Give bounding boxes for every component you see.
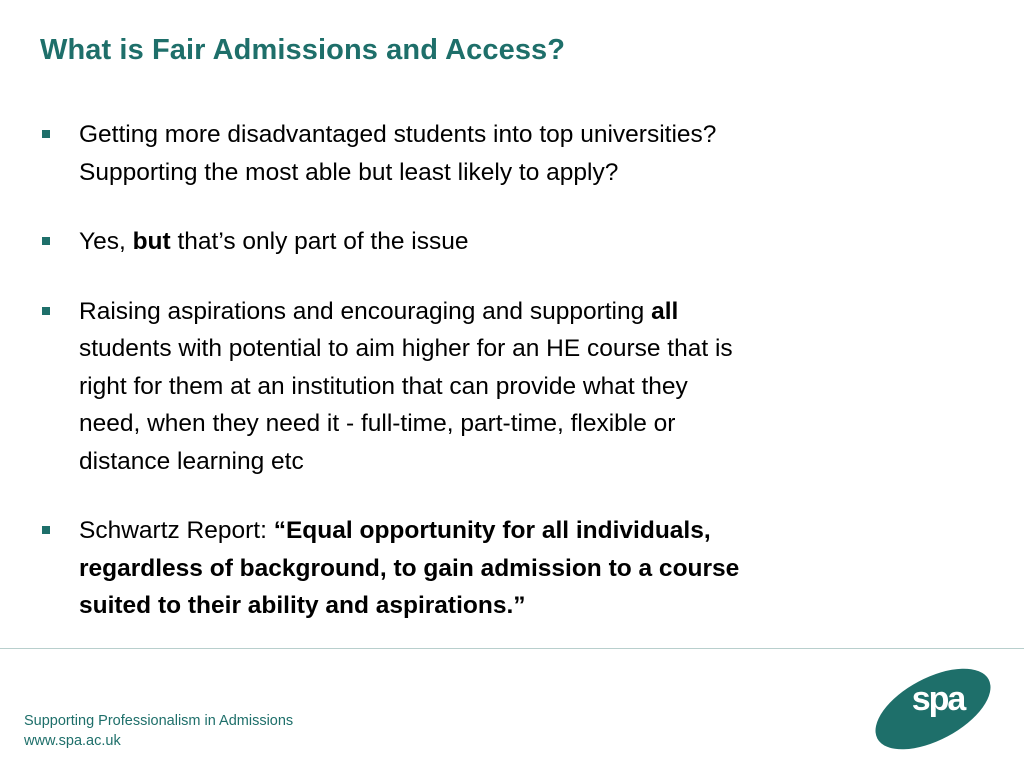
square-bullet-icon — [42, 526, 50, 534]
slide-title: What is Fair Admissions and Access? — [40, 34, 566, 66]
bullet-2-suffix: that’s only part of the issue — [170, 228, 469, 255]
square-bullet-icon — [42, 237, 50, 245]
spa-logo-text: spa — [911, 680, 965, 718]
bullet-3-bold-word: all — [651, 297, 679, 325]
square-bullet-icon — [42, 307, 50, 315]
spa-logo — [868, 668, 998, 750]
bullet-1-line-1: Getting more disadvantaged students into top universities? — [79, 121, 717, 148]
bullet-3-line-2: students with potential to aim higher for an HE course that is — [79, 335, 733, 362]
bullet-item-2 — [40, 223, 940, 261]
bullet-4-line-3: suited to their ability and aspirations.” — [79, 592, 526, 619]
bullet-2-bold-word: but — [132, 228, 171, 255]
bullet-4-quote-start: “Equal opportunity for all individuals, — [273, 517, 711, 544]
bullet-item-3 — [40, 293, 940, 481]
footer-text — [24, 711, 293, 751]
bullet-2-prefix: Yes, — [79, 228, 133, 255]
bullet-3-line-1 — [79, 293, 940, 331]
bullet-4-line-2: regardless of background, to gain admission to a course — [79, 554, 740, 582]
bullet-3-line-3: right for them at an institution that can provide what they — [79, 372, 688, 400]
footer-tagline: Supporting Professionalism in Admissions — [24, 713, 294, 729]
bullet-3-line-4: need, when they need it - full-time, part-time, flexible or — [79, 410, 676, 437]
footer-divider — [0, 648, 1024, 649]
bullet-4-line-1 — [79, 512, 940, 550]
bullet-4-label: Schwartz Report: — [79, 517, 274, 544]
bullet-list — [40, 116, 940, 625]
bullet-item-1 — [40, 116, 940, 191]
square-bullet-icon — [42, 130, 50, 138]
footer-url: www.spa.ac.uk — [24, 733, 121, 749]
bullet-3-line-5: distance learning etc — [79, 447, 304, 475]
bullet-1-line-2: Supporting the most able but least likely to apply? — [79, 158, 619, 186]
bullet-item-4 — [40, 512, 940, 625]
bullet-2-line-1 — [79, 223, 940, 261]
bullet-3-line-1-text: Raising aspirations and encouraging and supporting — [79, 297, 652, 325]
